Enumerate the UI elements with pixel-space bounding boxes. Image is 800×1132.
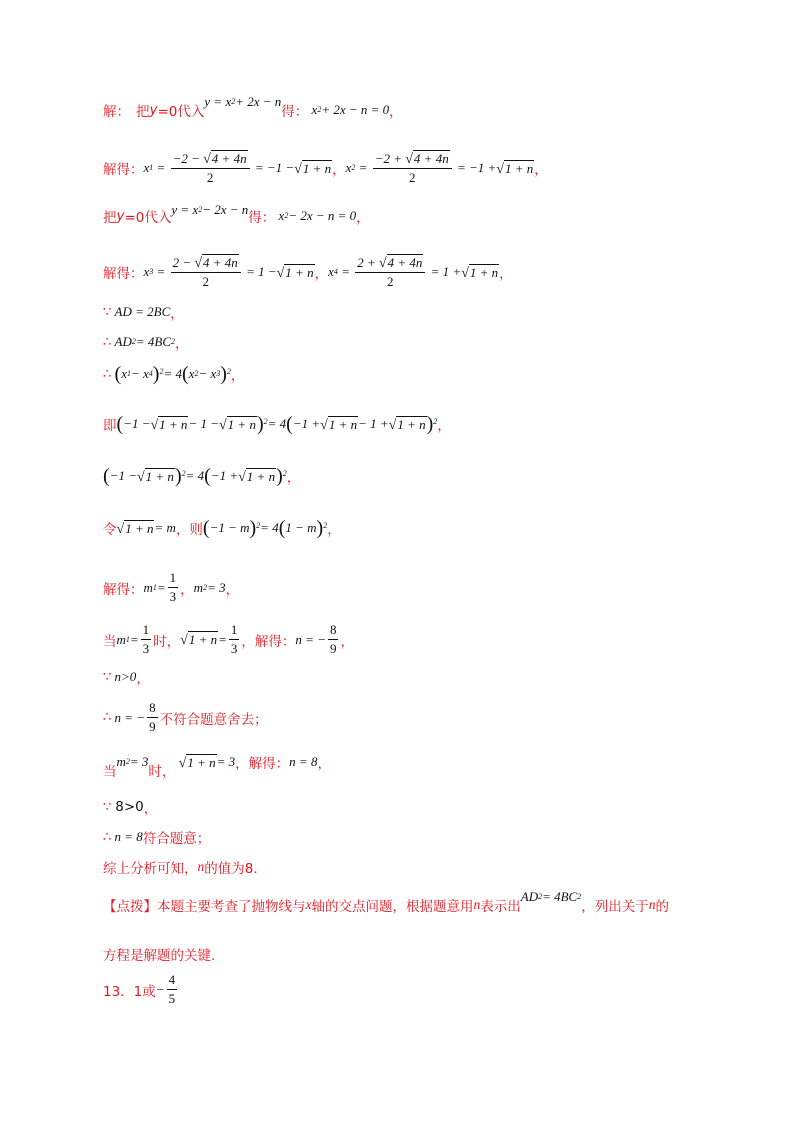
equation: x 3 = 2 − √ 4 + 4n 2 = 1 − √ 1 + n <box>143 255 314 289</box>
text: 8>0 <box>115 799 144 815</box>
text: 把 <box>103 210 117 226</box>
solution-line-10: 令 √ 1 + n = m ，则 ( −1 − m ) $^2$ = 4 ( 1 − m ) $^2$ ， <box>103 517 341 539</box>
solution-line-15: 当 m 2 = 3 时， √ 1 + n = 3 ，解得： n = 8 ， <box>103 754 331 780</box>
tip-line-2 <box>103 944 215 964</box>
text: 解： <box>103 104 130 120</box>
solution-line-11: 解得： m 1 = $\frac{1}{3}$ ， m 2 = 3 ， <box>103 570 240 604</box>
equation: n = − $\frac{8}{9}$ <box>111 700 156 734</box>
text: 得： <box>248 210 276 226</box>
text: n <box>197 859 205 874</box>
solution-line-16: ∵ 8>0 ， <box>103 799 158 817</box>
equation: m 2 = 3 <box>193 579 226 595</box>
equation: m 2 = 3 <box>116 754 149 769</box>
text: 当 <box>103 764 117 780</box>
equation: AD = 2BC <box>111 304 171 319</box>
solution-line-6: ∴ AD 2 = 4BC 2 ， <box>103 334 189 352</box>
equation: x 1 = −2 − √ 4 + 4n 2 = −1 − √ 1 + n <box>143 151 332 185</box>
text: 轴的交点问题，根据题意用 <box>311 899 474 915</box>
solution-line-5: ∵ AD = 2BC ， <box>103 304 184 322</box>
text: 综上分析可知， <box>103 861 198 877</box>
text: x <box>305 897 312 912</box>
text: 把 <box>136 104 150 120</box>
solution-line-9: ( −1 − √ 1 + n ) $^2$ = 4 ( −1 + √ 1 + n ) $^2$ ， <box>103 465 301 487</box>
text: 得： <box>281 104 309 120</box>
equation: √ 1 + n = m <box>116 520 176 537</box>
text: ，则 <box>175 522 203 538</box>
text: 符合题意； <box>142 831 211 847</box>
text: 表示出 <box>480 899 521 915</box>
text: =0代入 <box>124 210 172 226</box>
text: =0代入 <box>157 104 205 120</box>
equation: AD 2 = 4BC 2 <box>520 889 582 904</box>
solution-line-2: 解得： x 1 = −2 − √ 4 + 4n 2 = −1 − √ 1 + n ， x 2 = −2 + √ 4 + 4n 2 = −1 + √ 1 + n ， <box>103 151 548 185</box>
tip-line <box>103 889 669 915</box>
equation: y = x 2 + 2x − n <box>204 94 282 109</box>
equation: x 2 = −2 + √ 4 + 4n 2 = −1 + √ 1 + n <box>345 151 534 185</box>
solution-line-4: 解得： x 3 = 2 − √ 4 + 4n 2 = 1 − √ 1 + n ， x 4 = 2 + √ 4 + 4n 2 = 1 + √ 1 + n ， <box>103 255 513 289</box>
solution-line-12: 当 m 1 = $\frac{1}{3}$ 时， √ 1 + n = $\frac{1}{3}$ ，解得： n = − $\frac{8}{9}$ ， <box>103 622 354 656</box>
tip-label: 【点拨】 <box>103 899 157 915</box>
solution-line-17: ∴ n = 8 符合题意； <box>103 829 211 847</box>
text: 时， <box>153 633 181 650</box>
equation: ( x 1 − x 4 ) $^2$ = 4 ( x 2 − x 3 ) $^2$ <box>114 363 231 385</box>
equation: x 4 = 2 + √ 4 + 4n 2 = 1 + √ 1 + n <box>328 255 499 289</box>
solution-line-18 <box>103 857 258 877</box>
solution-line-7: ∴ ( x 1 − x 4 ) $^2$ = 4 ( x 2 − x 3 ) $^2$ ， <box>103 363 245 385</box>
equation: x 2 + 2x − n = 0 <box>308 102 390 117</box>
solution-line-1: 解： 把 y =0代入 y = x 2 + 2x − n 得： x 2 + 2x − n = 0 ， <box>103 94 403 120</box>
text: n <box>473 897 481 912</box>
text: 即 <box>103 418 117 434</box>
text: ，解得： <box>235 756 290 772</box>
equation: ( −1 − √ 1 + n − 1 − √ 1 + n ) $^2$ = 4 ( −1 + √ 1 + n − 1 + √ 1 + n ) $^2$ <box>116 413 438 435</box>
equation: − $\frac{4}{5}$ <box>155 972 176 1006</box>
text: 的 <box>655 899 669 915</box>
text: 时， <box>148 764 176 780</box>
text: 解得： <box>103 266 144 282</box>
text: 当 <box>103 633 117 650</box>
equation: √ 1 + n = $\frac{1}{3}$ <box>180 622 238 656</box>
answer-13 <box>103 972 179 1007</box>
equation: n = 8 <box>289 754 318 769</box>
equation: m 1 = $\frac{1}{3}$ <box>116 622 150 656</box>
text: 令 <box>103 522 117 538</box>
equation: m 1 = $\frac{1}{3}$ <box>143 570 177 604</box>
text: 方程是解题的关键. <box>103 948 216 964</box>
text: ，解得： <box>241 633 296 650</box>
equation: y = x 2 − 2x − n <box>171 202 249 217</box>
text: n <box>648 897 656 912</box>
equation: x 2 − 2x − n = 0 <box>275 208 357 223</box>
solution-line-3: 把 y =0代入 y = x 2 − 2x − n 得： x 2 − 2x − n = 0 ， <box>103 202 370 226</box>
solution-line-14: ∴ n = − $\frac{8}{9}$ 不符合题意舍去； <box>103 700 268 734</box>
solution-line-8: 即 ( −1 − √ 1 + n − 1 − √ 1 + n ) $^2$ = 4 ( −1 + √ 1 + n − 1 + √ 1 + n ) $^2$ ， <box>103 413 451 435</box>
equation: n = − $\frac{8}{9}$ <box>295 622 337 656</box>
equation: ( −1 − m ) $^2$ = 4 ( 1 − m ) $^2$ <box>202 517 328 539</box>
text: ，列出关于 <box>581 899 649 915</box>
text: 13．1或 <box>103 983 156 1000</box>
equation: ( −1 − √ 1 + n ) $^2$ = 4 ( −1 + √ 1 + n ) $^2$ <box>103 465 287 487</box>
solution-line-13: ∵ n>0 ， <box>103 669 150 687</box>
text: y <box>116 208 125 224</box>
equation: n = 8 <box>111 829 143 844</box>
text: y <box>149 102 158 118</box>
text: 解得： <box>103 581 144 598</box>
text: 本题主要考查了抛物线与 <box>157 899 306 915</box>
equation: AD 2 = 4BC 2 <box>111 334 176 349</box>
equation: n>0 <box>111 669 137 684</box>
text: 不符合题意舍去； <box>159 711 268 728</box>
text: 解得： <box>103 162 144 178</box>
text: 的值为8. <box>204 861 258 877</box>
equation: √ 1 + n = 3 <box>178 754 236 771</box>
